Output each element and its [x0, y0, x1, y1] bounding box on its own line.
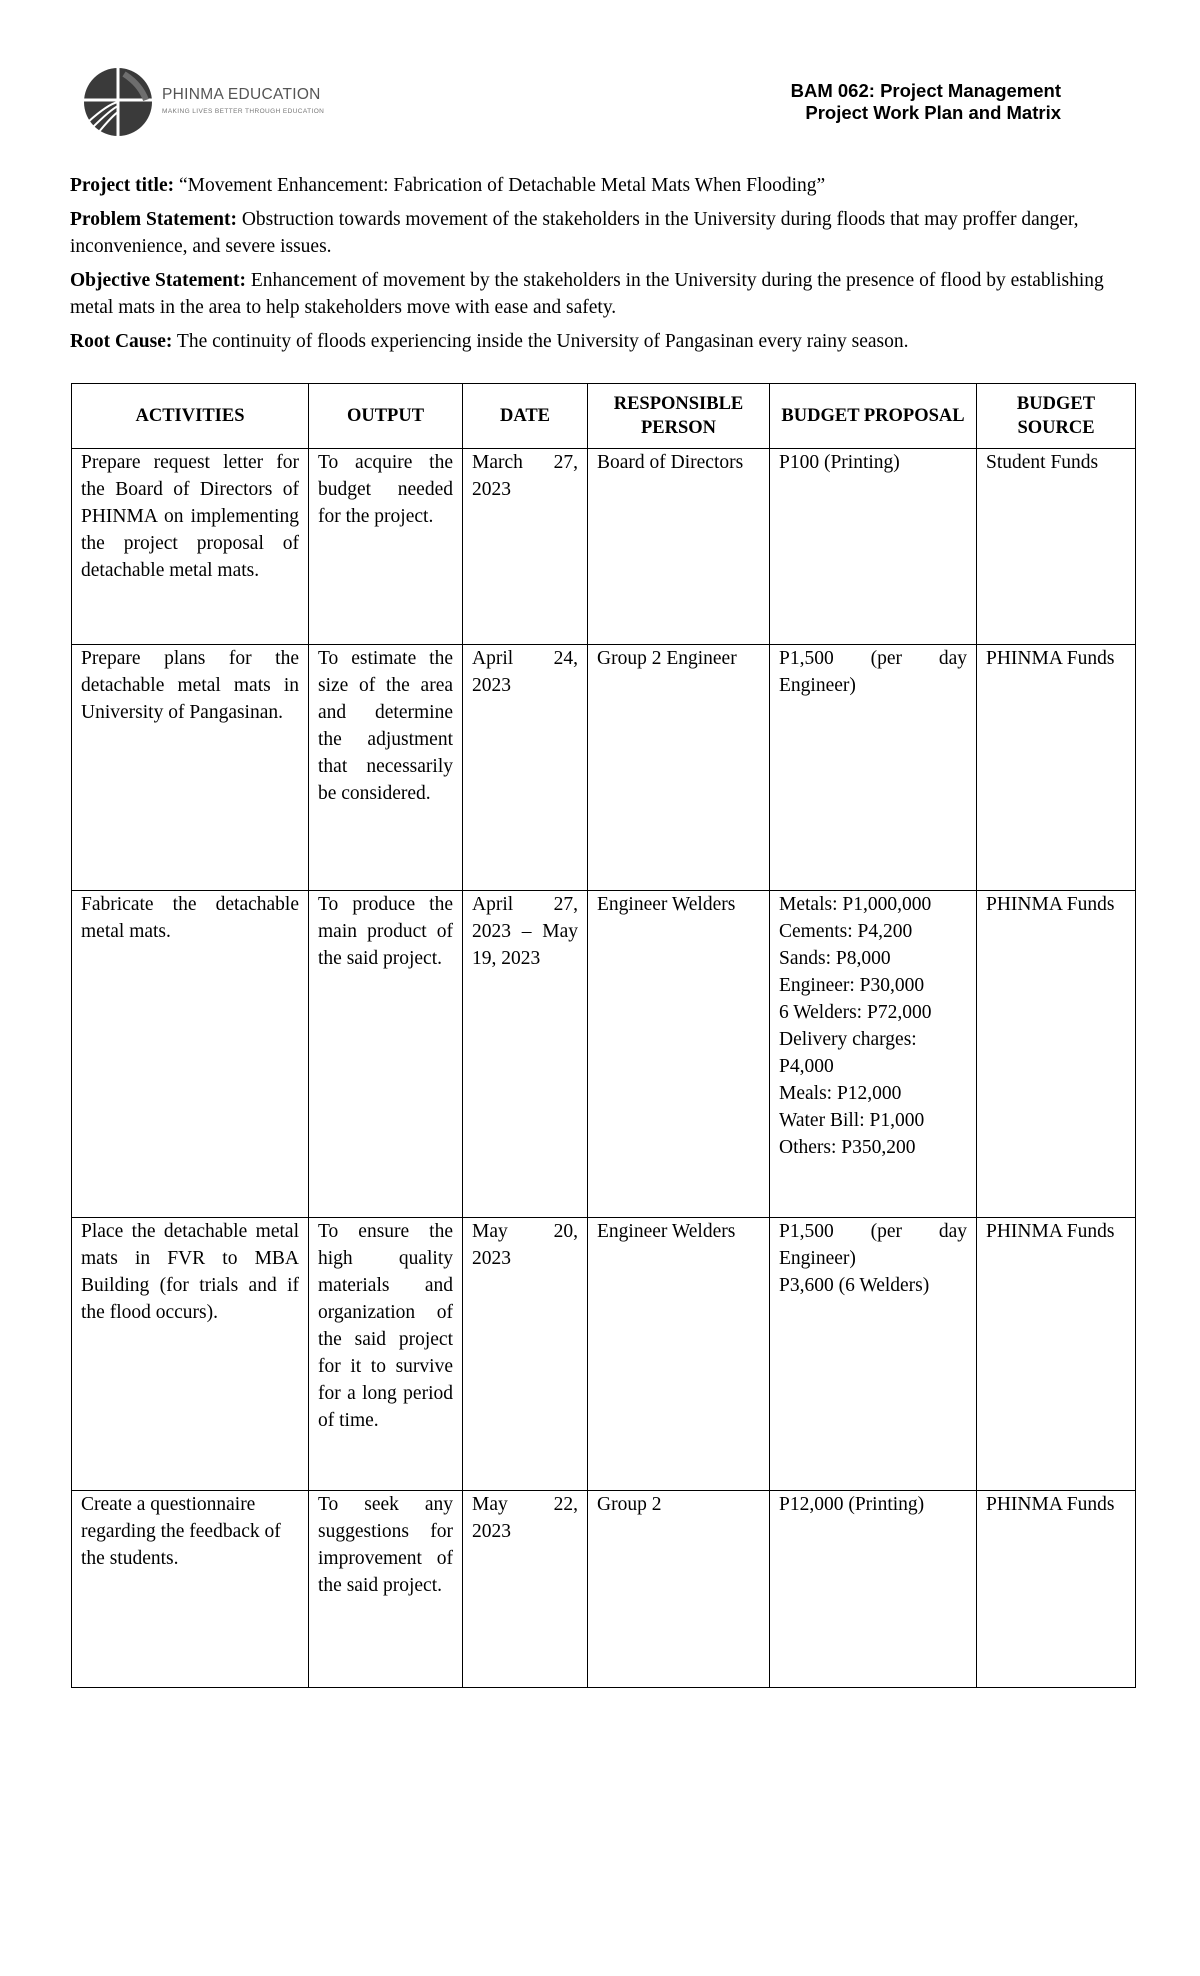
- budget-line: Others: P350,200: [779, 1137, 916, 1158]
- output-cell: To acquire the budget needed for the project.: [309, 449, 463, 645]
- root-cause-label: Root Cause:: [70, 331, 173, 352]
- budget-line: Sands: P8,000: [779, 948, 891, 969]
- person-cell: Group 2 Engineer: [588, 645, 770, 891]
- course-title: BAM 062: Project Management: [790, 80, 1061, 101]
- budget-line: P1,500 (per day Engineer): [779, 648, 967, 696]
- table-row: [72, 449, 1136, 645]
- source-cell: Student Funds: [977, 449, 1136, 645]
- budget-cell: [770, 1491, 977, 1688]
- activity-cell: Create a questionnaire regarding the feedback of the students.: [72, 1491, 309, 1688]
- date-cell: May 20, 2023: [463, 1218, 588, 1491]
- activity-cell: Prepare plans for the detachable metal mats in University of Pangasinan.: [72, 645, 309, 891]
- budget-line: Water Bill: P1,000: [779, 1110, 925, 1131]
- budget-line: Cements: P4,200: [779, 921, 913, 942]
- table-row: [72, 1218, 1136, 1491]
- budget-line: Meals: P12,000: [779, 1083, 902, 1104]
- budget-line: Delivery charges: P4,000: [779, 1029, 917, 1077]
- problem-statement-value: Obstruction towards movement of the stakeholders in the University during floods that may proffer danger, inconvenience, and severe issues.: [70, 209, 1079, 257]
- source-cell: PHINMA Funds: [977, 891, 1136, 1218]
- date-cell: March 27, 2023: [463, 449, 588, 645]
- person-cell: Engineer Welders: [588, 891, 770, 1218]
- activity-cell: Prepare request letter for the Board of Directors of PHINMA on implementing the project proposal of detachable metal mats.: [72, 449, 309, 645]
- person-cell: Group 2: [588, 1491, 770, 1688]
- problem-statement-label: Problem Statement:: [70, 209, 237, 230]
- header-date: DATE: [463, 384, 588, 449]
- budget-line: 6 Welders: P72,000: [779, 1002, 932, 1023]
- date-cell: April 24, 2023: [463, 645, 588, 891]
- problem-statement: [70, 206, 1135, 260]
- objective-statement-value: Enhancement of movement by the stakeholders in the University during the presence of flood by establishing metal mats in the area to help stakeholders move with ease and safety.: [70, 270, 1104, 318]
- budget-line: Engineer: P30,000: [779, 975, 925, 996]
- budget-line: P100 (Printing): [779, 452, 900, 473]
- budget-cell: [770, 1218, 977, 1491]
- phinma-logo: [80, 64, 380, 144]
- activity-cell: Fabricate the detachable metal mats.: [72, 891, 309, 1218]
- project-title-value: “Movement Enhancement: Fabrication of Detachable Metal Mats When Flooding”: [178, 175, 826, 196]
- person-cell: Board of Directors: [588, 449, 770, 645]
- output-cell: To produce the main product of the said project.: [309, 891, 463, 1218]
- person-cell: Engineer Welders: [588, 1218, 770, 1491]
- activity-cell: Place the detachable metal mats in FVR to MBA Building (for trials and if the flood occurs).: [72, 1218, 309, 1491]
- project-title-label: Project title:: [70, 175, 175, 196]
- logo-name: PHINMA EDUCATION: [162, 86, 321, 103]
- document-header: [791, 80, 1061, 124]
- table-header-row: [72, 384, 1136, 449]
- document-title: Project Work Plan and Matrix: [805, 102, 1061, 123]
- table-row: [72, 1491, 1136, 1688]
- header-activities: ACTIVITIES: [72, 384, 309, 449]
- objective-statement-label: Objective Statement:: [70, 270, 246, 291]
- header-budget-proposal: BUDGET PROPOSAL: [770, 384, 977, 449]
- header-budget-source: BUDGET SOURCE: [977, 384, 1136, 449]
- budget-line: P12,000 (Printing): [779, 1494, 925, 1515]
- project-title: [70, 172, 1135, 199]
- date-cell: April 27, 2023 – May 19, 2023: [463, 891, 588, 1218]
- project-info: [70, 172, 1135, 362]
- output-cell: To seek any suggestions for improvement of the said project.: [309, 1491, 463, 1688]
- logo-tagline: MAKING LIVES BETTER THROUGH EDUCATION: [162, 108, 325, 115]
- header-output: OUTPUT: [309, 384, 463, 449]
- output-cell: To ensure the high quality materials and organization of the said project for it to survive for a long period of time.: [309, 1218, 463, 1491]
- source-cell: PHINMA Funds: [977, 1491, 1136, 1688]
- budget-line: Metals: P1,000,000: [779, 894, 932, 915]
- table-row: [72, 891, 1136, 1218]
- root-cause-value: The continuity of floods experiencing inside the University of Pangasinan every rainy season.: [176, 331, 909, 352]
- work-plan-table: [71, 383, 1136, 1688]
- source-cell: PHINMA Funds: [977, 1218, 1136, 1491]
- header-responsible-person: RESPONSIBLE PERSON: [588, 384, 770, 449]
- phinma-globe-logo-icon: [80, 64, 160, 144]
- budget-cell: [770, 449, 977, 645]
- objective-statement: [70, 267, 1135, 321]
- budget-line: P1,500 (per day Engineer): [779, 1221, 967, 1269]
- output-cell: To estimate the size of the area and determine the adjustment that necessarily be considered.: [309, 645, 463, 891]
- source-cell: PHINMA Funds: [977, 645, 1136, 891]
- budget-line: P3,600 (6 Welders): [779, 1275, 930, 1296]
- root-cause: [70, 328, 1135, 355]
- budget-cell: [770, 891, 977, 1218]
- date-cell: May 22, 2023: [463, 1491, 588, 1688]
- table-row: [72, 645, 1136, 891]
- budget-cell: [770, 645, 977, 891]
